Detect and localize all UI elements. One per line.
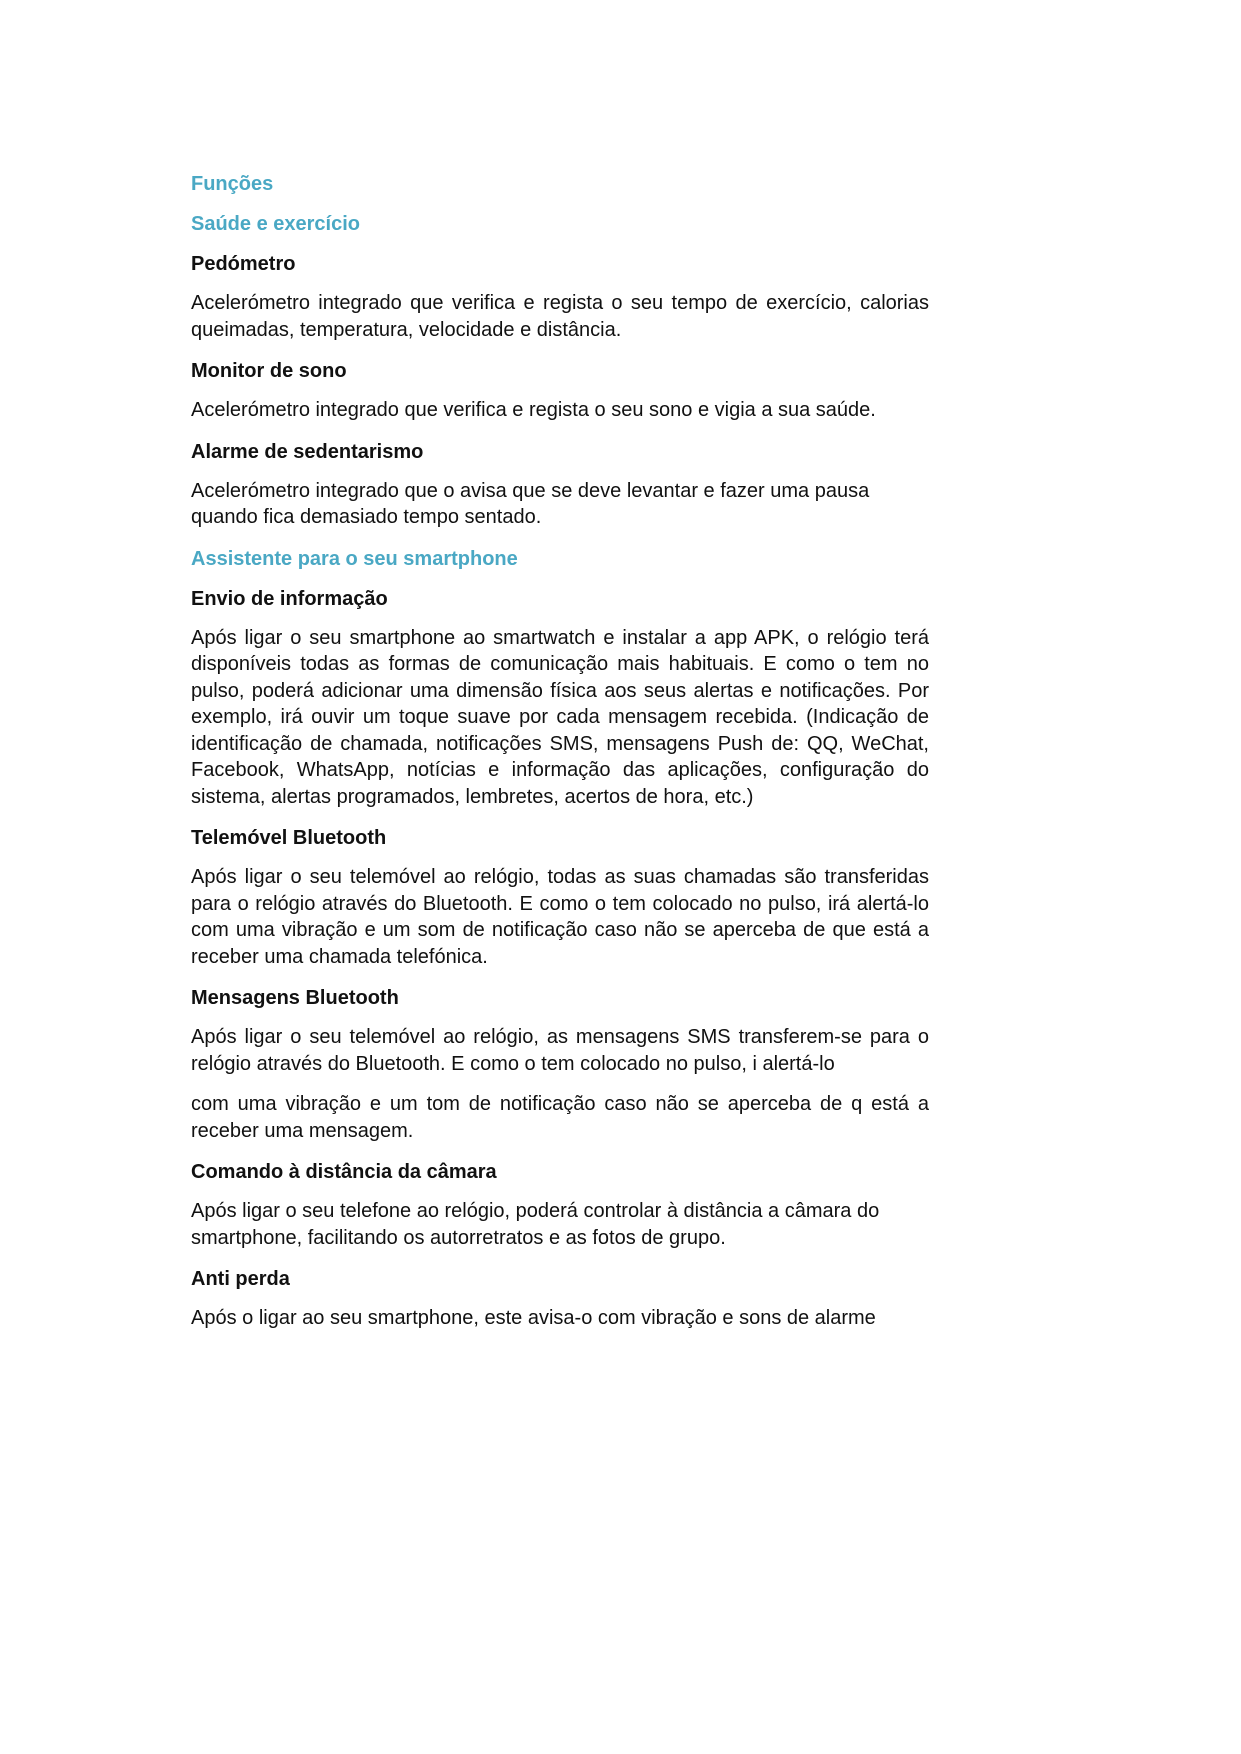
heading-anti-loss: Anti perda bbox=[191, 1268, 290, 1290]
heading-bluetooth-messages: Mensagens Bluetooth bbox=[191, 987, 399, 1009]
section-heading-assistant: Assistente para o seu smartphone bbox=[191, 547, 518, 570]
paragraph-info-sending: Após ligar o seu smartphone ao smartwatch e instalar a app APK, o relógio terá disponíveis todas as formas de comunicação mais habituais. E como o tem no pulso, poderá adicionar uma dimensão física aos seus alertas e notificações. Por exemplo, irá ouvir um toque suave por cada mensagem recebida. (Indicação de identificação de chamada, notificações SMS, mensagens Push de: QQ, WeChat, Facebook, WhatsApp, notícias e informação das aplicações, configuração do sistema, alertas programados, lembretes, acertos de hora, etc.) bbox=[191, 626, 929, 808]
paragraph-pedometer: Acelerómetro integrado que verifica e regista o seu tempo de exercício, calorias queimadas, temperatura, velocidade e distância. bbox=[191, 292, 929, 341]
paragraph-anti-loss: Após o ligar ao seu smartphone, este avisa-o com vibração e sons de alarme bbox=[191, 1307, 876, 1329]
section-heading-functions: Funções bbox=[191, 173, 274, 195]
heading-sleep-monitor: Monitor de sono bbox=[191, 360, 347, 382]
document-content bbox=[191, 170, 929, 1332]
heading-bluetooth-phone: Telemóvel Bluetooth bbox=[191, 827, 387, 849]
paragraph-bluetooth-messages-1: Após ligar o seu telemóvel ao relógio, as mensagens SMS transferem-se para o relógio através do Bluetooth. E como o tem colocado no pulso, i alertá-lo bbox=[191, 1026, 929, 1075]
paragraph-camera-remote: Após ligar o seu telefone ao relógio, poderá controlar à distância a câmara do smartphone, facilitando os autorretratos e as fotos de grupo. bbox=[191, 1200, 880, 1249]
heading-sedentary-alarm: Alarme de sedentarismo bbox=[191, 440, 424, 463]
paragraph-sleep-monitor: Acelerómetro integrado que verifica e regista o seu sono e vigia a sua saúde. bbox=[191, 399, 876, 421]
heading-info-sending: Envio de informação bbox=[191, 587, 388, 610]
paragraph-bluetooth-messages-2: com uma vibração e um tom de notificação caso não se aperceba de q está a receber uma mensagem. bbox=[191, 1093, 929, 1142]
paragraph-sedentary-alarm: Acelerómetro integrado que o avisa que se deve levantar e fazer uma pausa quando fica demasiado tempo sentado. bbox=[191, 479, 870, 528]
section-heading-health: Saúde e exercício bbox=[191, 213, 360, 235]
heading-pedometer: Pedómetro bbox=[191, 253, 296, 275]
heading-camera-remote: Comando à distância da câmara bbox=[191, 1161, 497, 1183]
paragraph-bluetooth-phone: Após ligar o seu telemóvel ao relógio, todas as suas chamadas são transferidas para o relógio através do Bluetooth. E como o tem colocado no pulso, irá alertá-lo com uma vibração e um som de notificação caso não se aperceba de que está a receber uma chamada telefónica. bbox=[191, 866, 929, 968]
